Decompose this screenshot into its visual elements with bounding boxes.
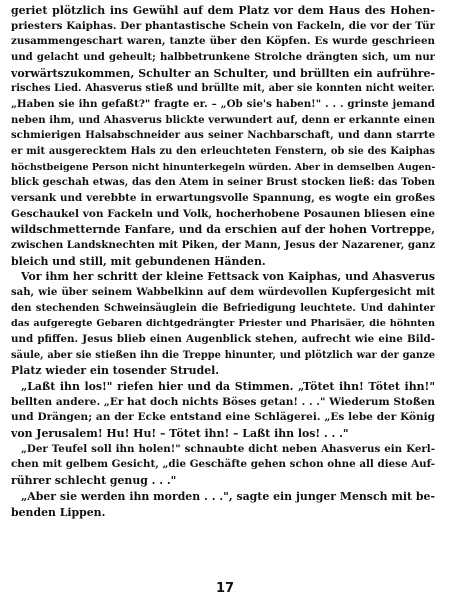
text-line: risches Lied. Ahasverus stieß und brüllte mit, aber sie konnten nicht weiter. xyxy=(11,83,435,95)
text-line: chen mit gelbem Gesicht, „die Geschäfte gehen schon ohne all diese Auf- xyxy=(11,458,435,471)
text-line: sah, wie über seinem Wabbelkinn auf dem würdevollen Kupfergesicht mit xyxy=(11,287,435,299)
text-line: und pfiffen. Jesus blieb einen Augenblick stehen, aufrecht wie eine Bild- xyxy=(11,333,435,346)
text-line: er mit ausgerecktem Hals zu den erleuchteten Fenstern, ob sie des Kaiphas xyxy=(11,146,435,158)
text-line: vorwärtszukommen, Schulter an Schulter, und brüllten ein aufrühre- xyxy=(11,66,435,80)
text-line: das aufgeregte Gebaren dichtgedrängter Priester und Pharisäer, die höhnten xyxy=(11,318,435,330)
text-line: zwischen Landsknechten mit Piken, der Mann, Jesus der Nazarener, ganz xyxy=(11,239,435,252)
text-line: priesters Kaiphas. Der phantastische Schein von Fackeln, die vor der Tür xyxy=(11,19,435,32)
text-line: von Jerusalem! Hu! Hu! – Tötet ihn! – Laßt ihn los! . . ." xyxy=(11,427,349,441)
text-line: und Drängen; an der Ecke entstand eine Schlägerei. „Es lebe der König xyxy=(11,411,435,424)
text-line: versank und verebbte in erwartungsvolle Spannung, es wogte ein großes xyxy=(11,192,435,205)
text-line: „Haben sie ihn gefaßt?" fragte er. – „Ob sie's haben!" . . . grinste jemand xyxy=(11,98,435,111)
text-line: Geschaukel von Fackeln und Volk, hocherhobene Posaunen bliesen eine xyxy=(11,207,435,220)
text-line: säule, aber sie stießen ihn die Treppe hinunter, und plötzlich war der ganze xyxy=(11,349,435,361)
text-line: „Der Teufel soll ihn holen!" schnaubte dicht neben Ahasverus ein Kerl- xyxy=(21,442,435,455)
text-line: wildschmetternde Fanfare, und da erschien auf der hohen Vortreppe, xyxy=(11,223,435,237)
text-line: Vor ihm her schritt der kleine Fettsack von Kaiphas, und Ahasverus xyxy=(21,270,435,284)
text-line: höchstbeigene Person nicht hinunterkegeln würden. Aber in demselben Augen- xyxy=(11,161,435,173)
text-line: bellten andere. „Er hat doch nichts Böses getan! . . ." Wiederum Stoßen xyxy=(11,395,435,408)
text-line: benden Lippen. xyxy=(11,505,106,519)
text-line: blick geschah etwas, das den Atem in seiner Brust stocken ließ: das Toben xyxy=(11,177,435,189)
page-number: 17 xyxy=(215,581,235,596)
text-line: den stechenden Schweinsäuglein die Befriedigung leuchtete. Und dahinter xyxy=(11,302,435,314)
body-text xyxy=(11,3,435,520)
text-line: bleich und still, mit gebundenen Händen. xyxy=(11,254,266,268)
text-line: rührer schlecht genug . . ." xyxy=(11,474,177,488)
text-line: geriet plötzlich ins Gewühl auf dem Platz vor dem Haus des Hohen- xyxy=(11,4,435,17)
text-line: neben ihm, und Ahasverus blickte verwundert auf, denn er erkannte einen xyxy=(11,114,435,126)
text-line: und gelacht und geheult; halbbetrunkene Strolche drängten sich, um nur xyxy=(11,52,435,64)
text-line: „Laßt ihn los!" riefen hier und da Stimmen. „Tötet ihn! Tötet ihn!" xyxy=(21,380,435,394)
text-line: Platz wieder ein tosender Strudel. xyxy=(11,364,220,378)
text-line: „Aber sie werden ihn morden . . .", sagte ein junger Mensch mit be- xyxy=(21,489,435,503)
text-line: schmierigen Halsabschneider aus seiner Nachbarschaft, und dann starrte xyxy=(11,130,435,142)
text-line: zusammengeschart waren, tanzte über den Köpfen. Es wurde geschrieen xyxy=(11,35,435,48)
